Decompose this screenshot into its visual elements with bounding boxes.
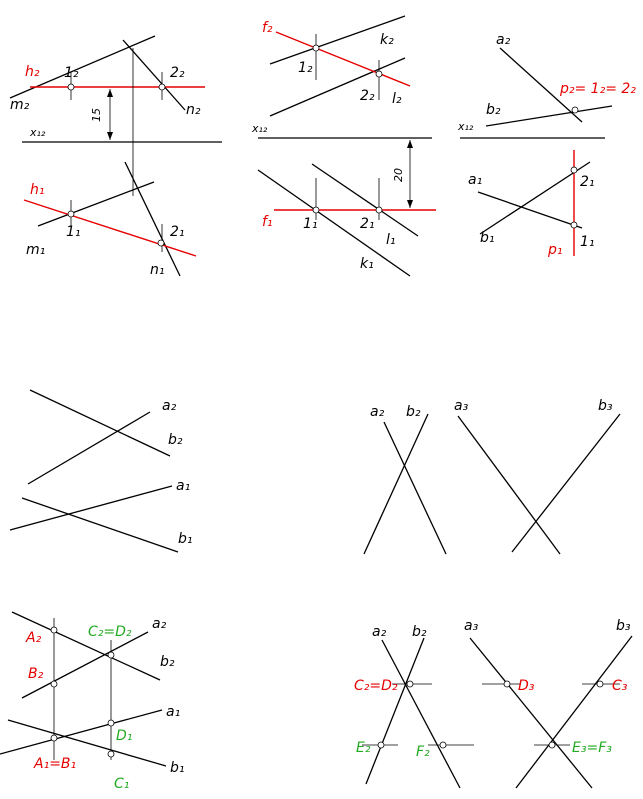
label-E2: E₂: [356, 740, 371, 756]
point-C2D2: [108, 652, 114, 658]
label-a2: a₂: [152, 616, 167, 632]
label-a2: a₂: [372, 624, 387, 640]
label-h2: h₂: [25, 64, 40, 80]
label-n1: n₁: [150, 262, 165, 278]
label-k2: k₂: [380, 32, 394, 48]
label-l2: l₂: [392, 91, 402, 107]
label-b1: b₁: [178, 531, 193, 547]
point-E3F3: [549, 742, 555, 748]
label-m1: m₁: [26, 242, 46, 258]
label-a1: a₁: [176, 478, 191, 494]
point-2-1: [571, 167, 577, 173]
panel-competing-points-profile: [354, 618, 632, 788]
label-E3F3: E₃=F₃: [572, 740, 612, 756]
line-b2: [364, 414, 428, 554]
dim-arrow-up: [407, 140, 413, 148]
label-a3: a₃: [464, 618, 479, 634]
label-C3: C₃: [612, 678, 628, 694]
line-a1: [10, 486, 172, 530]
line-a2: [30, 390, 170, 456]
label-1-2: 1₂: [298, 60, 313, 76]
label-F2: F₂: [416, 744, 430, 760]
panel-skew-lines-front: [10, 390, 193, 552]
label-2-1: 2₁: [360, 216, 375, 232]
label-b3: b₃: [598, 398, 613, 414]
point-B2: [51, 681, 57, 687]
dim-arrow-up: [107, 89, 113, 97]
label-2-2: 2₂: [170, 65, 185, 81]
line-k1: [258, 170, 410, 276]
line-b1: [478, 192, 582, 228]
label-a3: a₃: [454, 398, 469, 414]
panel-horizontal-projection: [10, 36, 222, 278]
line-b2: [366, 638, 424, 784]
point-D3: [504, 681, 510, 687]
point-1-2: [313, 45, 319, 51]
point-1-2: [68, 84, 74, 90]
line-b2: [28, 412, 150, 484]
line-a1: [0, 710, 162, 754]
panel-skew-lines-profile: [364, 398, 620, 554]
label-b3: b₃: [616, 618, 631, 634]
point-C3: [597, 681, 603, 687]
point-2-2: [376, 71, 382, 77]
line-n1: [125, 162, 180, 276]
line-m1: [38, 182, 154, 226]
label-1-1: 1₁: [66, 224, 81, 240]
dim-20: 20: [392, 168, 405, 182]
panel-profile-projection: [457, 32, 636, 258]
label-a1: a₁: [166, 704, 181, 720]
label-h1: h₁: [30, 182, 45, 198]
label-b2: b₂: [412, 624, 427, 640]
point-A2: [51, 627, 57, 633]
point-C2D2: [407, 681, 413, 687]
label-m2: m₂: [10, 97, 30, 113]
label-k1: k₁: [360, 256, 374, 272]
point-A1B1: [51, 735, 57, 741]
label-b2: b₂: [160, 654, 175, 670]
label-b1: b₁: [480, 230, 495, 246]
label-D3: D₃: [518, 678, 535, 694]
label-l1: l₁: [386, 232, 396, 248]
panel-frontal-projection: [251, 16, 436, 276]
point-2-1: [158, 240, 164, 246]
line-b1: [8, 720, 166, 766]
point-1-1: [313, 207, 319, 213]
point-1-1: [571, 222, 577, 228]
label-f2: f₂: [262, 20, 273, 36]
label-n2: n₂: [186, 102, 201, 118]
label-2-1: 2₁: [580, 174, 595, 190]
label-a2: a₂: [370, 404, 385, 420]
label-1-2: 1₂: [64, 65, 79, 81]
label-A1B1: A₁=B₁: [34, 756, 77, 772]
label-1-1: 1₁: [303, 216, 318, 232]
point-D1: [108, 720, 114, 726]
line-b3: [512, 414, 620, 552]
dim-15: 15: [90, 108, 103, 122]
label-C1: C₁: [114, 776, 130, 792]
line-a3: [458, 416, 560, 554]
point-1-1: [68, 211, 74, 217]
dim-arrow-down: [107, 132, 113, 140]
label-x12: x₁₂: [252, 122, 268, 135]
label-p2: p₂= 1₂= 2₂: [560, 81, 636, 97]
label-p1: p₁: [548, 242, 563, 258]
point-E2: [378, 742, 384, 748]
label-D1: D₁: [116, 728, 133, 744]
label-1-1: 1₁: [580, 234, 595, 250]
point-2-1: [376, 207, 382, 213]
line-l2: [270, 58, 405, 116]
label-a2: a₂: [162, 398, 177, 414]
label-x12: x₁₂: [458, 120, 474, 133]
dim-arrow-down: [407, 200, 413, 208]
point-p2: [572, 107, 578, 113]
panel-competing-points-front: [0, 612, 185, 792]
label-b1: b₁: [170, 760, 185, 776]
label-b2: b₂: [486, 102, 501, 118]
label-a1: a₁: [468, 172, 483, 188]
label-C2D2: C₂=D₂: [88, 624, 132, 640]
point-C1: [108, 751, 114, 757]
label-B2: B₂: [28, 666, 44, 682]
label-b2: b₂: [406, 404, 421, 420]
point-F2: [440, 742, 446, 748]
label-C2D2: C₂=D₂: [354, 678, 398, 694]
label-a2: a₂: [496, 32, 511, 48]
line-b2: [486, 106, 612, 126]
label-b2: b₂: [168, 432, 183, 448]
point-2-2: [159, 84, 165, 90]
label-2-1: 2₁: [170, 224, 185, 240]
label-2-2: 2₂: [360, 88, 375, 104]
label-f1: f₁: [262, 214, 273, 230]
label-A2: A₂: [26, 630, 42, 646]
label-x12: x₁₂: [30, 126, 46, 139]
